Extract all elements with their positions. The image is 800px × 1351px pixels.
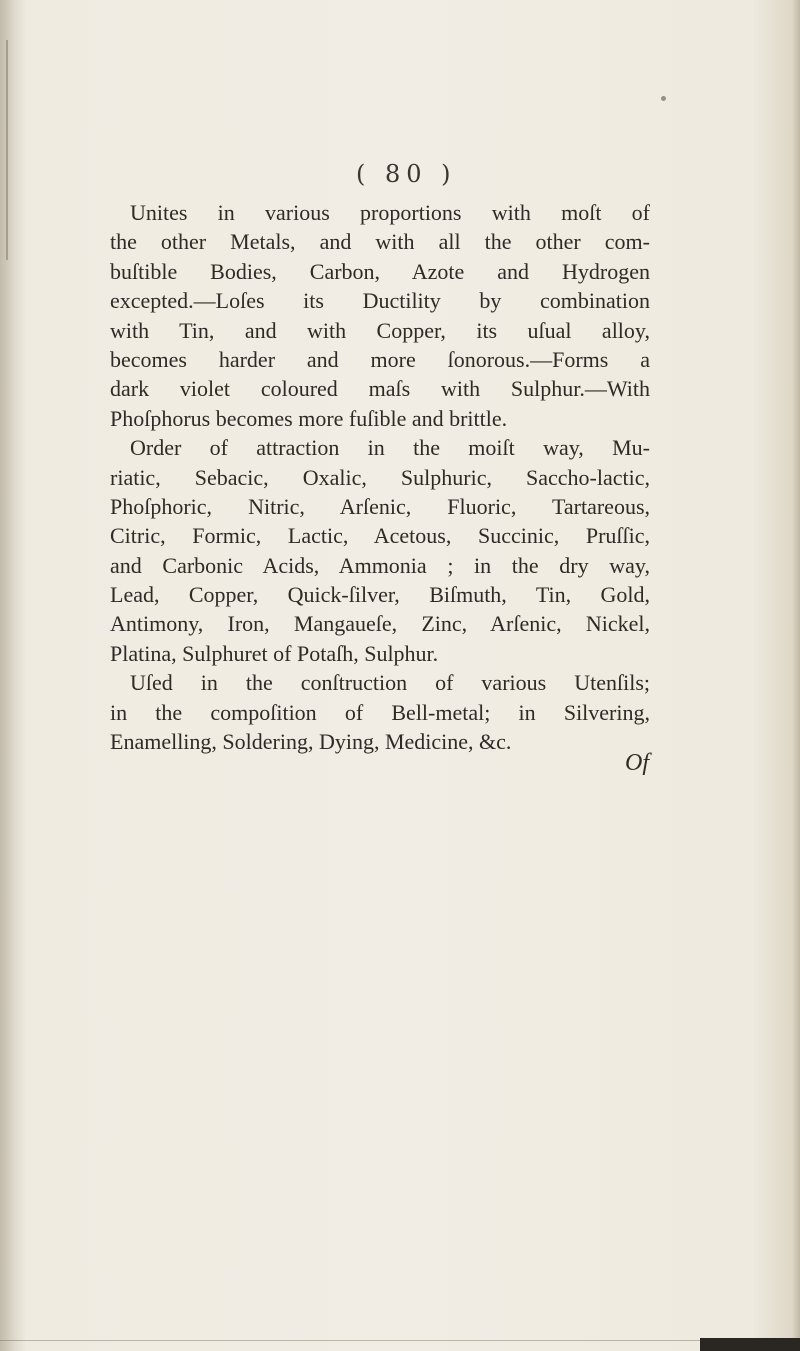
ink-speck (661, 96, 666, 101)
gutter-crease (6, 40, 8, 260)
catchword: Of (625, 750, 649, 776)
text-line: Antimony, Iron, Mangaueſe, Zinc, Arſenic, Nickel, (110, 611, 650, 637)
text-line: Order of attraction in the moiſt way, Mu- (130, 435, 650, 461)
text-line: buſtible Bodies, Carbon, Azote and Hydrogen (110, 258, 650, 284)
body-text (110, 198, 650, 756)
text-line: Platina, Sulphuret of Potaſh, Sulphur. (110, 640, 439, 666)
text-line: the other Metals, and with all the other com- (110, 229, 650, 255)
text-line: becomes harder and more ſonorous.—Forms a (110, 346, 650, 372)
page-number: ( 80 ) (356, 160, 457, 188)
text-line: Enamelling, Soldering, Dying, Medicine, &c. (110, 729, 512, 755)
text-line: dark violet coloured maſs with Sulphur.—With (110, 376, 650, 402)
text-line: Lead, Copper, Quick-ſilver, Biſmuth, Tin, Gold, (110, 582, 650, 608)
page-edge (792, 0, 800, 1351)
text-line: excepted.—Loſes its Ductility by combination (110, 288, 650, 314)
text-line: Phoſphoric, Nitric, Arſenic, Fluoric, Tartareous, (110, 493, 650, 519)
text-line: with Tin, and with Copper, its uſual alloy, (110, 317, 650, 343)
text-line: Uſed in the conſtruction of various Utenſils; (130, 670, 650, 696)
text-line: Citric, Formic, Lactic, Acetous, Succinic, Pruſſic, (110, 523, 650, 549)
text-line: Phoſphorus becomes more fuſible and brittle. (110, 405, 508, 431)
gutter-shadow (0, 0, 26, 1351)
text-line: and Carbonic Acids, Ammonia ; in the dry way, (110, 552, 650, 578)
scan-border (700, 1338, 800, 1351)
text-line: riatic, Sebacic, Oxalic, Sulphuric, Saccho-lactic, (110, 464, 650, 490)
text-line: Unites in various proportions with moſt of (130, 200, 650, 225)
text-line: in the compoſition of Bell-metal; in Silvering, (110, 699, 650, 725)
page-bottom-edge (0, 1340, 700, 1341)
